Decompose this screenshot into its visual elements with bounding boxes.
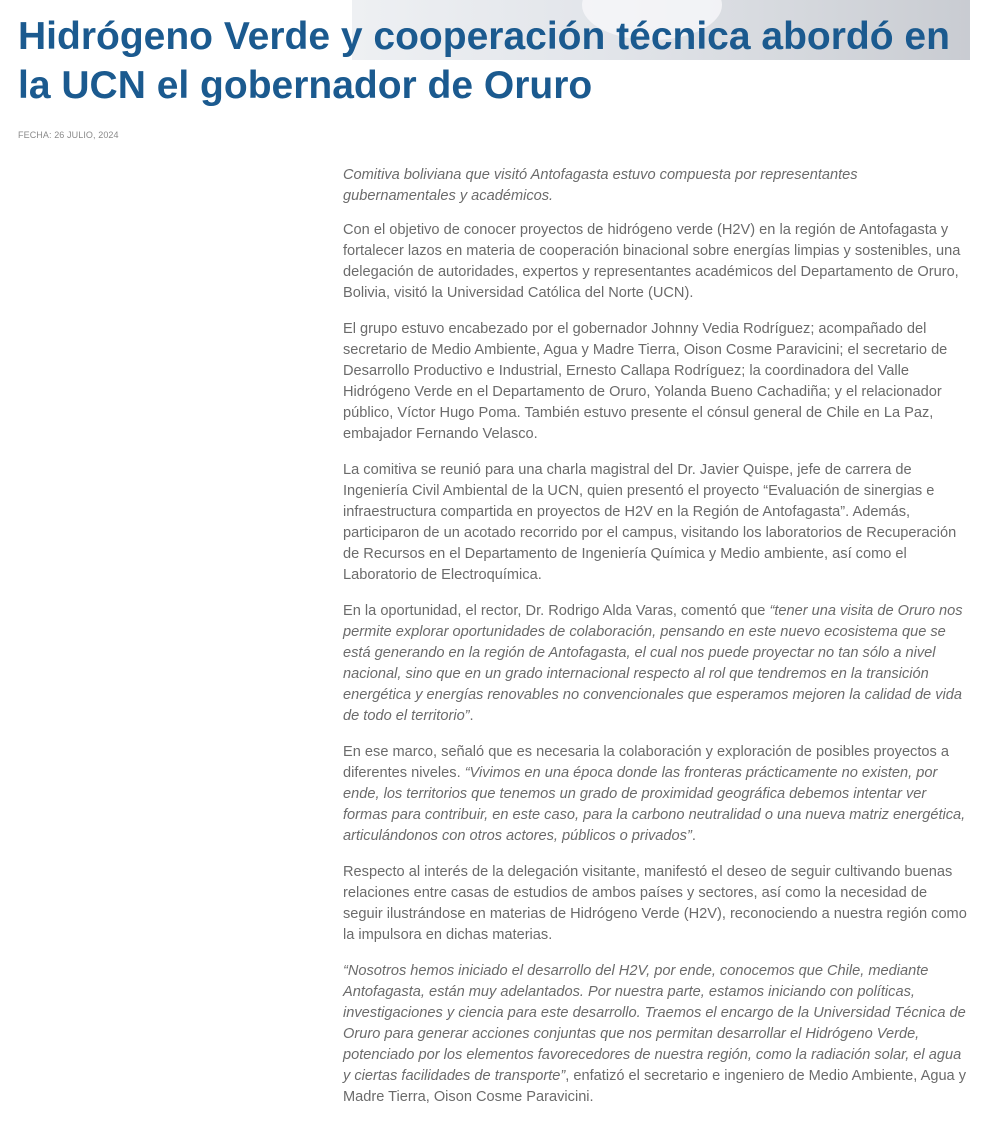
paragraph-4-end: . — [469, 708, 474, 724]
paragraph-4-intro: En la oportunidad, el rector, Dr. Rodrigo Alda Varas, comentó que — [343, 603, 770, 619]
paragraph-5-intro: En ese marco, señaló que es necesaria la colaboración y exploración de posibles proyectos a diferentes niveles. — [343, 744, 949, 781]
paragraph-5-quote: “Vivimos en una época donde las fronteras prácticamente no existen, por ende, los territorios que tenemos un grado de proximidad geográfica debemos intentar ver formas para contribuir, en este caso, para la carbono neutralidad o una nueva matriz energética, articulándonos con otros actores, públicos o privados” — [343, 765, 966, 844]
paragraph-2: El grupo estuvo encabezado por el gobernador Johnny Vedia Rodríguez; acompañado del secretario de Medio Ambiente, Agua y Madre Tierra, Oison Cosme Paravicini; el secretario de Desarrollo Productivo e Industrial, Ernesto Callapa Rodríguez; la coordinadora del Valle Hidrógeno Verde en el Departamento de Oruro, Yolanda Bueno Cachadiña; y el relacionador público, Víctor Hugo Poma. También estuvo presente el cónsul general de Chile en La Paz, embajador Fernando Velasco. — [343, 321, 948, 442]
article-title: Hidrógeno Verde y cooperación técnica abordó en la UCN el gobernador de Oruro — [18, 15, 950, 107]
paragraph-3: La comitiva se reunió para una charla magistral del Dr. Javier Quispe, jefe de carrera de Ingeniería Civil Ambiental de la UCN, quien presentó el proyecto “Evaluación de sinergias e infraestructura compartida en proyectos de H2V en la Región de Antofagasta”. Además, participaron de un acotado recorrido por el campus, visitando los laboratorios de Recuperación de Recursos en el Departamento de Ingeniería Química y Medio ambiente, así como el Laboratorio de Electroquímica. — [343, 462, 957, 583]
paragraph-7 — [343, 961, 968, 1108]
paragraph-5-end: . — [691, 828, 696, 844]
paragraph-5 — [343, 742, 968, 847]
paragraph-7-end: , enfatizó el secretario e ingeniero de Medio Ambiente, Agua y Madre Tierra, Oison Cosme Paravicini. — [343, 1068, 967, 1105]
lead-text: Comitiva boliviana que visitó Antofagasta estuvo compuesta por representantes gubernamentales y académicos. — [343, 167, 858, 204]
article-lead — [343, 165, 968, 207]
paragraph-1: Con el objetivo de conocer proyectos de hidrógeno verde (H2V) en la región de Antofagasta y fortalecer lazos en materia de cooperación binacional sobre energías limpias y sostenibles, una delegación de autoridades, expertos y representantes académicos del Departamento de Oruro, Bolivia, visitó la Universidad Católica del Norte (UCN). — [343, 222, 961, 301]
paragraph-4 — [343, 601, 968, 727]
article-body — [343, 165, 968, 1123]
paragraph-7-quote: “Nosotros hemos iniciado el desarrollo del H2V, por ende, conocemos que Chile, mediante Antofagasta, están muy adelantados. Por nuestra parte, estamos iniciando con políticas, investigaciones y ciencia para este desarrollo. Traemos el encargo de la Universidad Técnica de Oruro para generar acciones conjuntas que nos permitan desarrollar el Hidrógeno Verde, potenciado por los elementos favorecedores de nuestra región, como la radiación solar, el agua y ciertas facilidades de transporte” — [343, 963, 966, 1084]
paragraph-4-quote: “tener una visita de Oruro nos permite explorar oportunidades de colaboración, pensando en este nuevo ecosistema que se está generando en la región de Antofagasta, el cual nos puede proyectar no tan sólo a nivel nacional, sino que en un grado internacional respecto al rol que tendremos en la transición energética y energías renovables no convencionales que esperamos mejoren la calidad de vida de todo el territorio” — [343, 603, 963, 724]
paragraph-6: Respecto al interés de la delegación visitante, manifestó el deseo de seguir cultivando buenas relaciones entre casas de estudios de ambos países y sectores, así como la necesidad de seguir ilustrándose en materias de Hidrógeno Verde (H2V), reconociendo a nuestra región como la impulsora en dichas materias. — [343, 864, 967, 943]
article-date: FECHA: 26 JULIO, 2024 — [18, 130, 119, 140]
